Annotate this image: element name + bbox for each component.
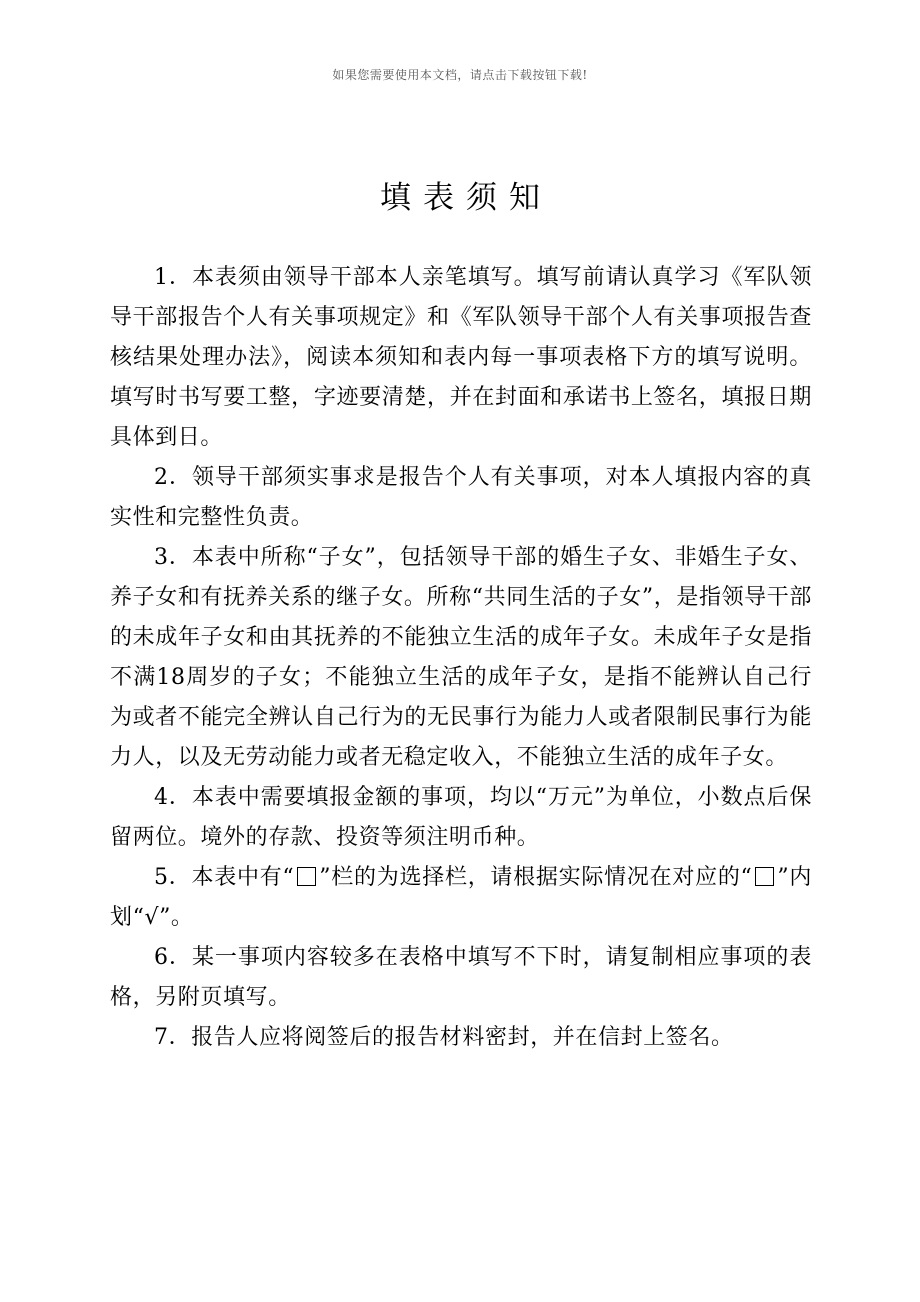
instruction-item-4: 4．本表中需要填报金额的事项，均以“万元”为单位，小数点后保留两位。境外的存款、投资等须注明币种。 bbox=[110, 785, 812, 850]
page-title: 填表须知 bbox=[380, 180, 552, 216]
instruction-item-5-part-3: ”内划“√”。 bbox=[110, 865, 812, 930]
instruction-item-1: 1．本表须由领导干部本人亲笔填写。填写前请认真学习《军队领导干部报告个人有关事项规定》和《军队领导干部个人有关事项报告查核结果处理办法》，阅读本须知和表内每一事项表格下方的填写说明。填写时书写要工整，字迹要清楚，并在封面和承诺书上签名，填报日期具体到日。 bbox=[110, 265, 812, 450]
checkbox-icon bbox=[755, 867, 774, 886]
instruction-item-5-part-2: ”栏的为选择栏，请根据实际情况在对应的“ bbox=[319, 865, 753, 890]
instruction-item-7: 7．报告人应将阅签后的报告材料密封，并在信封上签名。 bbox=[154, 1025, 734, 1050]
instructions-body bbox=[110, 258, 812, 1058]
download-hint: 如果您需要使用本文档，请点击下载按钮下载! bbox=[332, 68, 588, 82]
instruction-item-2: 2．领导干部须实事求是报告个人有关事项，对本人填报内容的真实性和完整性负责。 bbox=[110, 465, 812, 530]
instruction-item-6: 6．某一事项内容较多在表格中填写不下时，请复制相应事项的表格，另附页填写。 bbox=[110, 945, 812, 1010]
instruction-item-3: 3．本表中所称“子女”，包括领导干部的婚生子女、非婚生子女、养子女和有抚养关系的继子女。所称“共同生活的子女”，是指领导干部的未成年子女和由其抚养的不能独立生活的成年子女。未成年子女是指不满18周岁的子女；不能独立生活的成年子女，是指不能辨认自己行为或者不能完全辨认自己行为的无民事行为能力人或者限制民事行为能力人，以及无劳动能力或者无稳定收入，不能独立生活的成年子女。 bbox=[110, 545, 812, 770]
instruction-item-5 bbox=[110, 858, 812, 938]
checkbox-icon bbox=[297, 867, 316, 886]
instruction-item-5-part-1: 5．本表中有“ bbox=[154, 865, 295, 890]
